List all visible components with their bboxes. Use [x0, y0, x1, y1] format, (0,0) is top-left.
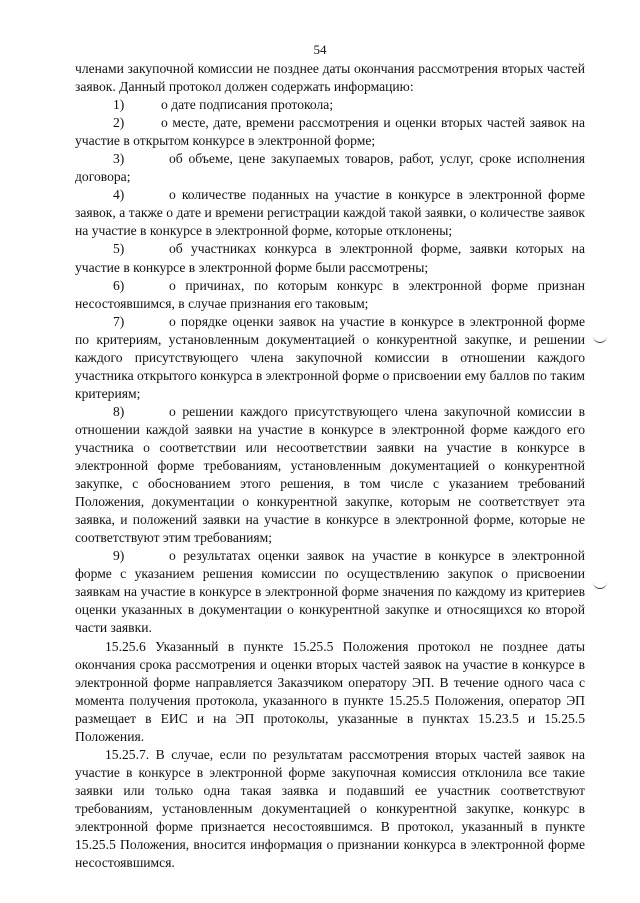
item-text: о месте, дате, времени рассмотрения и оценки вторых частей заявок на участие в открытом конкурсе в электронной форме;	[75, 115, 585, 149]
page-number: 54	[313, 42, 327, 57]
clause-15-25-6: 15.25.6 Указанный в пункте 15.25.5 Положения протокол не позднее даты окончания срока рассмотрения и оценки вторых частей заявок на участие в конкурсе в электронной форме направляется Заказчиком оператору ЭП. В течение одного часа с момента получения протокола, указанного в пункте 15.25.5 Положения, оператор ЭП размещает в ЕИС и на ЭП протоколы, указанные в пунктах 15.23.5 и 15.25.5 Положения.	[75, 638, 585, 744]
margin-scan-mark	[593, 336, 607, 343]
list-item	[75, 240, 585, 276]
clause-15-25-7: 15.25.7. В случае, если по результатам рассмотрения вторых частей заявок на участие в конкурсе в электронной форме закупочная комиссия отклонила все такие заявки или только одна такая заявка и подавший ее участник соответствуют требованиям, установленным документацией о конкурентной закупке, конкурс в электронной форме признается несостоявшимся. В протокол, указанный в пункте 15.25.5 Положения, вносится информация о признании конкурса в электронной форме несостоявшимся.	[75, 746, 585, 871]
item-text: о результатах оценки заявок на участие в конкурсе в электронной форме с указанием решения комиссии по осуществлению закупок о присвоении заявкам на участие в конкурсе в электронной форме значения по каждому из критериев оценки указанных в документации о конкурентной закупке и относящихся ко второй части заявки.	[75, 548, 585, 636]
item-number: 4)	[113, 187, 125, 203]
item-number: 7)	[113, 313, 125, 329]
item-text: о количестве поданных на участие в конкурсе в электронной форме заявок, а также о дате и времени регистрации каждой такой заявки, о количестве заявок на участие в конкурсе в электронной форме, которые отклонены;	[75, 187, 585, 239]
item-number: 2)	[113, 115, 125, 131]
item-number: 6)	[113, 277, 125, 293]
item-number: 1)	[113, 97, 125, 113]
item-text: о решении каждого присутствующего члена закупочной комиссии в отношении каждой заявки на участие в конкурсе в электронной форме каждого его участника о соответствии или несоответствии заявки на участие в конкурсе в электронной форме требованиям, установленным документацией о конкурентной закупке, с обоснованием этого решения, в том числе с указанием требований Положения, документации о конкурентной закупке, которым не соответствует эта заявка, и положений заявки на участие в конкурсе в электронной форме, которые не соответствуют этим требованиям;	[75, 403, 585, 546]
item-text: о порядке оценки заявок на участие в конкурсе в электронной форме по критериям, установленным документацией о конкурентной закупке, и решении каждого присутствующего члена закупочной комиссии в отношении каждого участника открытого конкурса в электронной форме о присвоении ему баллов по таким критериям;	[75, 313, 585, 401]
list-item	[75, 313, 585, 403]
item-text: об объеме, цене закупаемых товаров, работ, услуг, сроке исполнения договора;	[75, 151, 585, 185]
list-item	[75, 114, 585, 150]
item-number: 8)	[113, 403, 125, 419]
margin-scan-mark	[593, 582, 607, 589]
item-number: 3)	[113, 151, 125, 167]
item-text: о причинах, по которым конкурс в электронной форме признан несостоявшимся, в случае признания его таковым;	[75, 277, 585, 311]
item-number: 9)	[113, 548, 125, 564]
document-body	[75, 60, 585, 872]
list-item	[75, 150, 585, 186]
list-item	[75, 403, 585, 547]
list-item	[75, 547, 585, 637]
item-text: об участниках конкурса в электронной форме, заявки которых на участие в конкурсе в электронной форме были рассмотрены;	[75, 241, 585, 275]
list-item	[75, 277, 585, 313]
item-text: о дате подписания протокола;	[161, 97, 334, 113]
list-item	[75, 96, 585, 114]
intro-paragraph: членами закупочной комиссии не позднее даты окончания рассмотрения вторых частей заявок. Данный протокол должен содержать информацию:	[75, 61, 585, 95]
list-item	[75, 186, 585, 240]
item-number: 5)	[113, 241, 125, 257]
